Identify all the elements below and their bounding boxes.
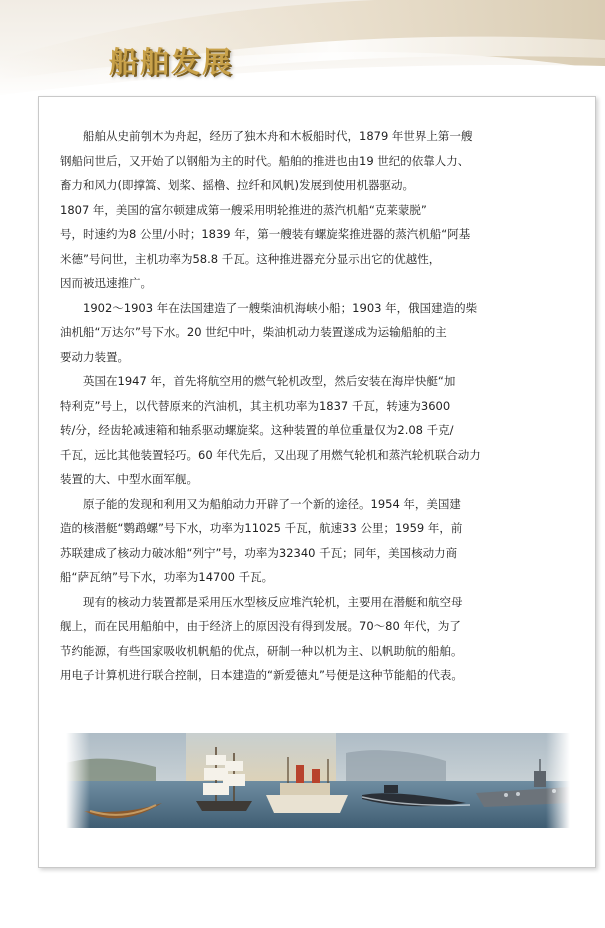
article-body (60, 124, 580, 688)
page-title: 船舶发展 (109, 45, 234, 79)
header-swoosh-decoration (0, 0, 605, 100)
article-paragraph: 英国在1947 年，首先将航空用的燃气轮机改型，然后安装在海岸快艇“加 特利克”号上，以代替原来的汽油机，其主机功率为1837 千瓦，转速为3600 转/分，经齿轮减速箱和轴系驱动螺旋桨。这种装置的单位重量仅为2.08 千克/ 千瓦，远比其他装置轻巧。60 年代先后，又出现了用燃气轮机和蒸汽轮机联合动力 装置的大、中型水面军舰。 (60, 374, 481, 486)
article-paragraph: 原子能的发现和利用又为船舶动力开辟了一个新的途径。1954 年，美国建 造的核潜艇“鹦鹉螺”号下水，功率为11025 千瓦，航速33 公里；1959 年，前 苏联建成了核动力破冰船“列宁”号，功率为32340 千瓦；同年，美国核动力商 船“萨瓦纳”号下水，功率为14700 千瓦。 (60, 496, 463, 584)
article-paragraph: 现有的核动力装置都是采用压水型核反应堆汽轮机，主要用在潜艇和航空母 舰上，而在民用船舶中，由于经济上的原因没有得到发展。70～80 年代，为了 节约能源，有些国家吸收机帆船的优点，研制一种以机为主、以帆助航的船舶。 用电子计算机进行联合控制，日本建造的“新爱德丸”号便是这种节能船的代表。 (60, 594, 463, 682)
article-paragraph: 船舶从史前刳木为舟起，经历了独木舟和木板船时代，1879 年世界上第一艘 钢船问世后，又开始了以钢船为主的时代。船舶的推进也由19 世纪的依靠人力、 畜力和风力(即撑篙、划桨、摇橹、拉纤和风帆)发展到使用机器驱动。 (60, 129, 473, 192)
article-paragraph: 1902～1903 年在法国建造了一艘柴油机海峡小船；1903 年，俄国建造的柴 油机船“万达尔”号下水。20 世纪中叶，柴油机动力装置遂成为运输船舶的主 要动力装置。 (60, 300, 478, 364)
article-paragraph: 1807 年，美国的富尔顿建成第一艘采用明轮推进的蒸汽机船“克莱蒙脱” 号，时速约为8 公里/小时；1839 年，第一艘装有螺旋桨推进器的蒸汽机船“阿基 米德”号问世，主机功率为58.8 千瓦。这种推进器充分显示出它的优越性， 因而被迅速推广。 (60, 202, 471, 290)
ship-evolution-illustration (66, 733, 570, 828)
